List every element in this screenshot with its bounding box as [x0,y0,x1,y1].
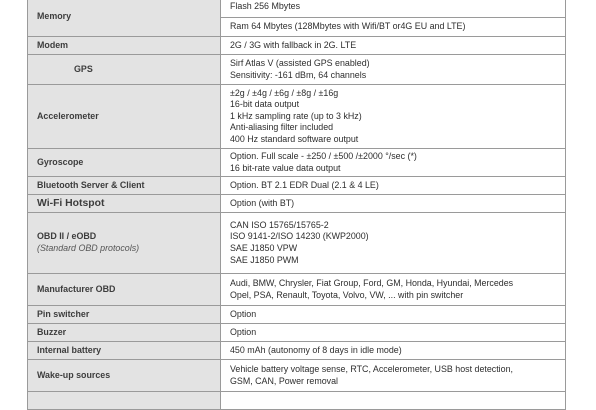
spec-value-line: Option. Full scale - ±250 / ±500 /±2000 °/sec (*) [230,150,417,161]
spec-label: Memory [28,0,221,37]
specs-table [27,0,566,410]
spec-value-line: Ram 64 Mbytes (128Mbytes with Wifi/BT or4G EU and LTE) [230,21,466,32]
spec-value-line: Option [230,308,257,319]
spec-value-line: Sirf Atlas V (assisted GPS enabled) [230,57,370,68]
spec-label: Pin switcher [28,306,221,324]
spec-label: Internal battery [28,342,221,360]
spec-row-manufacturer-obd [28,274,566,306]
spec-value [221,55,566,85]
spec-label: Accelerometer [28,85,221,149]
spec-value [221,324,566,342]
spec-label: Bluetooth Server & Client [28,177,221,195]
spec-value-line: SAE J1850 VPW [230,243,298,253]
spec-value [221,342,566,360]
spec-row-gps [28,55,566,85]
spec-value [221,85,566,149]
spec-value-line: ISO 9141-2/ISO 14230 (KWP2000) [230,231,369,242]
spec-label: Wi-Fi Hotspot [28,195,221,213]
spec-value-line: CAN ISO 15765/15765-2 [230,219,329,230]
spec-row-wifi [28,195,566,213]
spec-value-line: 16 bit-rate value data output [230,162,341,173]
spec-row-cutoff [28,392,566,410]
spec-value-line: 16-bit data output [230,99,300,110]
spec-label [28,392,221,410]
spec-value-line: Sensitivity: -161 dBm, 64 channels [230,69,367,80]
spec-value [221,0,566,18]
spec-value-line: Flash 256 Mbytes [230,1,301,12]
spec-row-gyroscope [28,149,566,177]
spec-label: Manufacturer OBD [28,274,221,306]
spec-label-text: OBD II / eOBD [37,231,97,242]
spec-value-line: GSM, CAN, Power removal [230,375,339,386]
spec-value-line: 450 mAh (autonomy of 8 days in idle mode) [230,344,402,355]
spec-label: Modem [28,37,221,55]
spec-value-line: ±2g / ±4g / ±6g / ±8g / ±16g [230,87,339,98]
spec-value-line: Audi, BMW, Chrysler, Fiat Group, Ford, GM, Honda, Hyundai, Mercedes [230,277,514,288]
spec-value-line: Option (with BT) [230,197,295,208]
spec-row-memory [28,0,566,18]
spec-row-buzzer [28,324,566,342]
spec-row-modem [28,37,566,55]
spec-value-line: Vehicle battery voltage sense, RTC, Accelerometer, USB host detection, [230,363,513,374]
spec-value [221,18,566,37]
spec-value-line: Opel, PSA, Renault, Toyota, Volvo, VW, ... with pin switcher [230,289,464,300]
spec-sublabel: (Standard OBD protocols) [37,243,140,253]
spec-value [221,360,566,392]
spec-row-pin-switcher [28,306,566,324]
spec-value [221,195,566,213]
spec-value-line: Option [230,326,257,337]
spec-value [221,213,566,274]
spec-row-wake-up-sources [28,360,566,392]
spec-row-internal-battery [28,342,566,360]
spec-value-line: 1 kHz sampling rate (up to 3 kHz) [230,110,362,121]
spec-value [221,149,566,177]
spec-value-line: SAE J1850 PWM [230,254,299,265]
spec-value-line: 2G / 3G with fallback in 2G. LTE [230,39,357,50]
spec-label: Wake-up sources [28,360,221,392]
spec-value [221,274,566,306]
spec-label: Buzzer [28,324,221,342]
spec-value-line: Anti-aliasing filter included [230,122,334,133]
spec-label: Gyroscope [28,149,221,177]
spec-label [28,213,221,274]
spec-value-line: 400 Hz standard software output [230,133,359,144]
spec-row-obd [28,213,566,274]
spec-value [221,37,566,55]
spec-value [221,392,566,410]
spec-value [221,177,566,195]
spec-row-bluetooth [28,177,566,195]
spec-value-line: Option. BT 2.1 EDR Dual (2.1 & 4 LE) [230,179,379,190]
spec-row-accelerometer [28,85,566,149]
spec-label: GPS [28,55,221,85]
spec-value [221,306,566,324]
